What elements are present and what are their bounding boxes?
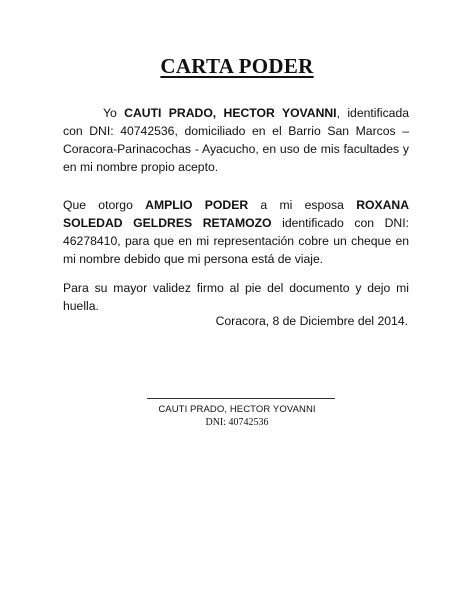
signature-dni: DNI: 40742536 [205, 417, 269, 428]
signature-line [147, 398, 335, 399]
document-title: CARTA PODER [160, 54, 314, 78]
paragraph-validity: Para su mayor validez firmo al pie del documento y dejo mi huella. [63, 281, 409, 313]
power-type: AMPLIO PODER [145, 198, 249, 212]
signature-name: CAUTI PRADO, HECTOR YOVANNI [158, 404, 316, 415]
grantor-name: CAUTI PRADO, HECTOR YOVANNI [124, 106, 337, 120]
p1-text-a: Yo [103, 106, 125, 120]
paragraph-grantor [63, 104, 409, 176]
p2-text-b: a mi esposa [248, 198, 357, 212]
p2-text-a: Que otorgo [63, 198, 146, 212]
p2-text-c: identificado con DNI: 46278410, para que en mi representación cobre un cheque en mi nombre debido que mi persona está de viaje. [63, 216, 410, 266]
spouse-name: ROXANA SOLEDAD GELDRES RETAMOZO [63, 198, 410, 230]
date-line: Coracora, 8 de Diciembre del 2014. [215, 314, 408, 328]
paragraph-grant [63, 196, 409, 268]
p1-text-b: , identificada con DNI: 40742536, domiciliado en el Barrio San Marcos – Coracora-Parinacochas - Ayacucho, en uso de mis facultades y en mi nombre propio acepto. [63, 106, 409, 174]
